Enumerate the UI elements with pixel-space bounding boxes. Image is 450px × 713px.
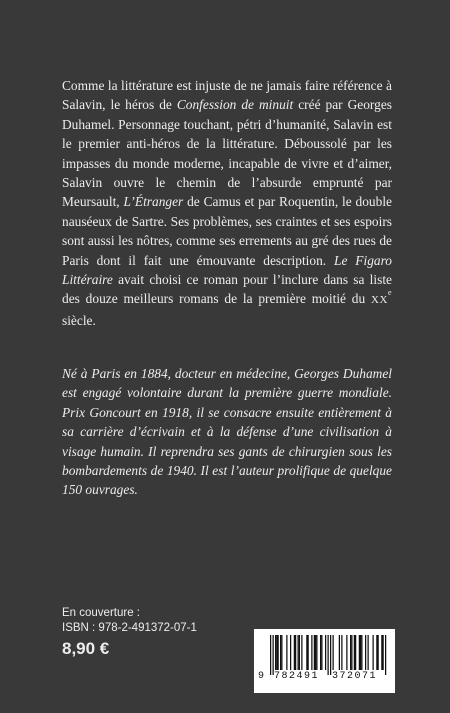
barcode-bar (328, 635, 329, 675)
barcode-bar (368, 635, 369, 670)
barcode-bar (276, 635, 277, 670)
barcode-bar (365, 635, 366, 670)
synopsis-text: avait choisi ce roman pour l’inclure dans sa liste des douze meilleurs romans de la première moitié du (62, 272, 392, 307)
barcode-bar (295, 635, 296, 670)
barcode-group-right: 372071 (332, 671, 378, 682)
barcode-bar (306, 635, 307, 670)
barcode-bar (355, 635, 356, 670)
barcode-bar (314, 635, 315, 670)
cover-footer (62, 606, 197, 661)
synopsis-text: siècle. (62, 312, 96, 328)
synopsis-text: de Camus et par Roquentin, le double nauséeux de Sartre. Ses problèmes, ses craintes et ses espoirs sont aussi les nôtres, comme ses errements au gré des rues de Paris dont il fait une émouvante description. (62, 194, 392, 268)
barcode-bar (299, 635, 300, 670)
barcode-bar (385, 635, 386, 675)
century-superscript: e (387, 288, 392, 298)
isbn-label: ISBN : 978-2-491372-07-1 (62, 622, 197, 634)
barcode-bar (333, 635, 334, 670)
barcode-bar (290, 635, 291, 670)
barcode-bar (378, 635, 379, 670)
barcode-bar (294, 635, 295, 670)
barcode-bar (270, 635, 271, 675)
price-label: 8,90 € (62, 639, 110, 658)
barcode-bar (360, 635, 361, 670)
barcode (254, 629, 395, 693)
barcode-bar (280, 635, 281, 670)
publication-title: Le Figaro Littéraire (62, 252, 392, 288)
barcode-bar (311, 635, 312, 670)
century-numeral: XX (371, 294, 388, 307)
barcode-group-left: 782491 (274, 671, 320, 682)
barcode-bar (373, 635, 374, 670)
barcode-bar (350, 635, 351, 670)
barcode-bar (381, 635, 382, 670)
barcode-bars (262, 635, 387, 675)
synopsis-text: créé par Georges Duhamel. Personnage touchant, pétri d’humanité, Salavin est le premier anti-héros de la littérature. Déboussolé par les impasses du monde moderne, incapable de vivre et d’aimer, Salavin ouvre le chemin de l’absurde emprunté par Meursault, (62, 97, 393, 210)
cover-credit-label: En couverture : (62, 607, 140, 619)
barcode-bar (286, 635, 287, 670)
barcode-bar (330, 635, 331, 675)
barcode-bar (339, 635, 340, 670)
barcode-bar (308, 635, 309, 670)
barcode-bar (341, 635, 342, 670)
barcode-bar (321, 635, 322, 670)
barcode-bar (346, 635, 347, 670)
barcode-bar (354, 635, 355, 670)
barcode-bar (301, 635, 302, 670)
synopsis-paragraph (62, 76, 392, 330)
barcode-bar (275, 635, 276, 670)
barcode-bar (316, 635, 317, 670)
barcode-bar (281, 635, 282, 670)
barcode-bar (278, 635, 279, 670)
barcode-bar (273, 635, 274, 675)
barcode-bar (325, 635, 326, 670)
book-title: Confession de minuit (176, 97, 294, 113)
author-bio-paragraph: Né à Paris en 1884, docteur en médecine, Georges Duhamel est engagé volontaire durant la première guerre mondiale. Prix Goncourt en 1918, il se consacre ensuite entièrement à sa carrière d’écrivain et à la défense d’une civilisation à visage humain. Il reprendra ses gants de chirurgien sous les bombardements de 1940. Il est l’auteur prolifique de quelque 150 ouvrages. (62, 366, 392, 498)
synopsis-text: Comme la littérature est injuste de ne jamais faire référence à Salavin, le héros de (62, 78, 392, 113)
barcode-bar (383, 635, 384, 670)
barcode-bar (298, 635, 299, 670)
barcode-bar (376, 635, 377, 670)
book-title: L’Étranger (123, 194, 184, 210)
barcode-bar (359, 635, 360, 670)
barcode-bar (351, 635, 352, 670)
barcode-bar (315, 635, 316, 670)
barcode-bar (361, 635, 362, 670)
barcode-bar (320, 635, 321, 670)
barcode-digit-first: 9 (258, 671, 265, 682)
